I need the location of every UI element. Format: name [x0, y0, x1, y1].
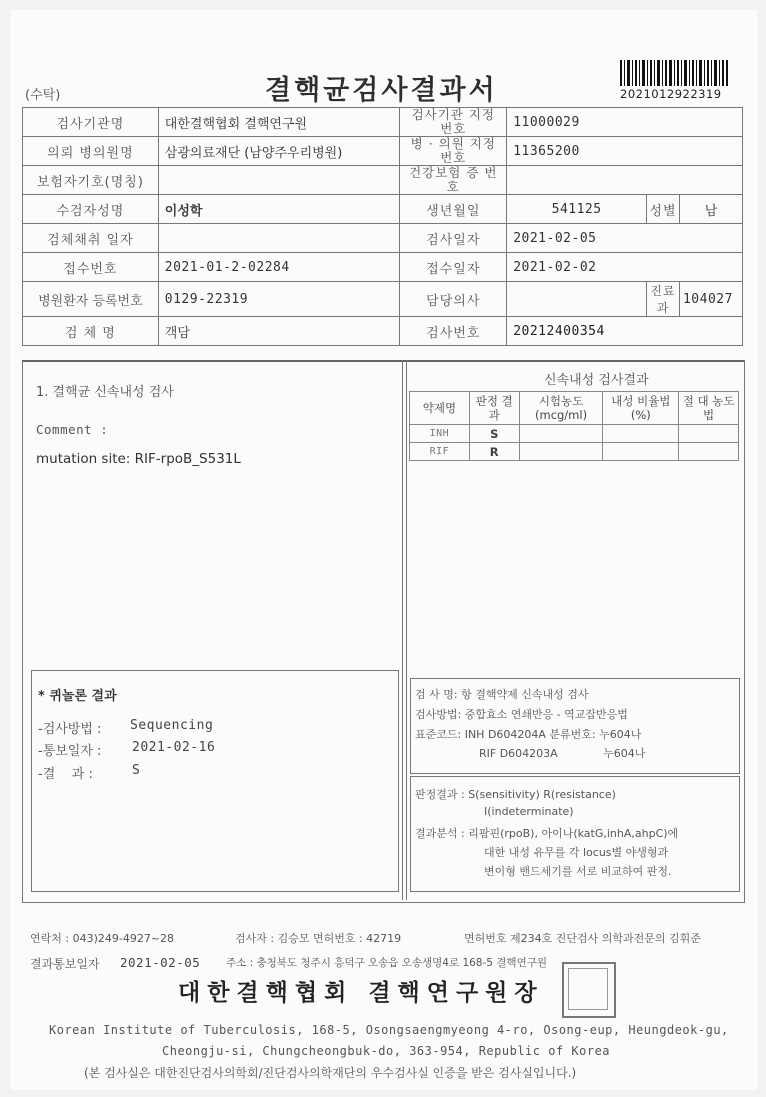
- hosp-no-value: 0129-22319: [158, 282, 400, 317]
- row-concentration: [519, 425, 603, 443]
- inst-no-value: 11000029: [507, 108, 743, 137]
- info-judgment-i: I(indeterminate): [484, 805, 574, 818]
- barcode: [620, 60, 728, 86]
- recv-date-label: 접수일자: [400, 253, 507, 282]
- dob-label: 생년월일: [400, 195, 507, 224]
- dept-label: 진료과: [647, 282, 680, 317]
- req-label: 의뢰 병의원명: [23, 137, 159, 166]
- org-signature: 대한결핵협회 결핵연구원장: [178, 980, 544, 1006]
- info-analysis-1: 결과분석 : 리팜핀(rpoB), 아이나(katG,inhA,ahpC)에: [415, 827, 679, 840]
- row-drug: INH: [410, 425, 470, 443]
- info-analysis-3: 변이형 밴드세기를 서로 비교하여 판정.: [484, 865, 672, 878]
- footer-english-1: Korean Institute of Tuberculosis, 168-5, Osongsaengmyeong 4-ro, Osong-eup, Heungdeok-gu,: [49, 1023, 729, 1037]
- table-row: [410, 425, 739, 443]
- info-judgment: 판정결과 : S(sensitivity) R(resistance): [415, 788, 616, 801]
- req-value: 삼광의료재단 (남양주우리병원): [158, 137, 400, 166]
- info-test-name: 검 사 명: 항 결핵약제 신속내성 검사: [415, 688, 589, 701]
- patient-info-table: [22, 107, 743, 346]
- sex-label: 성별: [647, 195, 680, 224]
- test-date-value: 2021-02-05: [507, 224, 743, 253]
- official-seal-inner: [568, 968, 608, 1010]
- doctor-value: [507, 282, 647, 317]
- dob-value: 541125: [507, 195, 647, 224]
- mutation-site: mutation site: RIF-rpoB_S531L: [36, 451, 241, 467]
- info-analysis-2: 대한 내성 유무를 각 locus별 야생형과: [484, 846, 669, 859]
- inst-label: 검사기관명: [23, 108, 159, 137]
- barcode-number: 2021012922319: [620, 87, 722, 101]
- row-proportion: [603, 425, 679, 443]
- row-absolute: [679, 425, 739, 443]
- specimen-value: 객담: [158, 317, 400, 346]
- footer-tester: 검사자 : 김승모 면허번호 : 42719: [235, 932, 402, 945]
- quinolone-date-value: 2021-02-16: [132, 740, 216, 755]
- quinolone-title: * 퀴놀론 결과: [38, 689, 117, 704]
- receipt-label: 접수번호: [23, 253, 159, 282]
- collect-value: [158, 224, 400, 253]
- info-code-rif: RIF D604203A 누604나: [479, 747, 646, 760]
- inst-value: 대한결핵협회 결핵연구원: [158, 108, 400, 137]
- hosp-no-label: 병원환자 등록번호: [23, 282, 159, 317]
- insurer-value: [158, 166, 400, 195]
- section-title: 1. 결핵균 신속내성 검사: [36, 385, 174, 400]
- ins-card-value: [507, 166, 743, 195]
- quinolone-date-label: -통보일자 :: [38, 744, 102, 759]
- ins-card-label: 건강보험 증 번 호: [400, 166, 507, 195]
- info-code-inh: 표준코드: INH D604204A 분류번호: 누604나: [415, 728, 642, 741]
- test-date-label: 검사일자: [400, 224, 507, 253]
- quinolone-method-value: Sequencing: [130, 718, 214, 733]
- col-judgment: 판정 결과: [469, 392, 519, 425]
- notify-label: 결과통보일자: [30, 957, 100, 971]
- info-method: 검사방법: 중합효소 연쇄반응 - 역교잡반응법: [415, 708, 628, 721]
- col-proportion: 내성 비율법(%): [603, 392, 679, 425]
- sex-value: 남: [679, 195, 742, 224]
- clinic-no-label: 병 · 의원 지정번호: [400, 137, 507, 166]
- recv-date-value: 2021-02-02: [507, 253, 743, 282]
- footer-certification: (본 검사실은 대한진단검사의학회/진단검사의학재단의 우수검사실 인증을 받은 검사실입니다.): [84, 1066, 577, 1080]
- doctor-label: 담당의사: [400, 282, 507, 317]
- receipt-value: 2021-01-2-02284: [158, 253, 400, 282]
- footer-english-2: Cheongju-si, Chungcheongbuk-do, 363-954, Republic of Korea: [162, 1044, 611, 1058]
- quinolone-method-label: -검사방법 :: [38, 722, 102, 737]
- quinolone-result-value: S: [132, 763, 141, 778]
- test-no-value: 20212400354: [507, 317, 743, 346]
- patient-label: 수검자성명: [23, 195, 159, 224]
- footer-license: 면허번호 제234호 진단검사 의학과전문의 김휘준: [464, 932, 701, 945]
- patient-name: 이성학: [158, 195, 400, 224]
- document-title: 결핵균검사결과서: [265, 75, 498, 106]
- dept-value: 104027: [679, 282, 742, 317]
- insurer-label: 보험자기호(명칭): [23, 166, 159, 195]
- col-absolute: 절 대 농도법: [679, 392, 739, 425]
- notify-date: 2021-02-05: [120, 955, 201, 970]
- comment-label: Comment :: [36, 422, 109, 437]
- col-concentration: 시험농도 (mcg/ml): [519, 392, 603, 425]
- row-judgment: R: [469, 443, 519, 461]
- footer-address: 주소 : 충청북도 청주시 흥덕구 오송읍 오송생명4로 168-5 결핵연구원: [226, 957, 548, 969]
- row-judgment: S: [469, 425, 519, 443]
- test-no-label: 검사번호: [400, 317, 507, 346]
- table-row: [410, 443, 739, 461]
- quinolone-result-label: -결 과 :: [38, 767, 93, 782]
- collect-label: 검체채취 일자: [23, 224, 159, 253]
- footer-contact: 연락처 : 043)249-4927~28: [30, 932, 175, 945]
- col-drug: 약제명: [410, 392, 470, 425]
- specimen-label: 검 체 명: [23, 317, 159, 346]
- results-title: 신속내성 검사결과: [544, 373, 649, 388]
- susceptibility-table: [409, 391, 739, 461]
- row-proportion: [603, 443, 679, 461]
- row-drug: RIF: [410, 443, 470, 461]
- inst-no-label: 검사기관 지정번호: [400, 108, 507, 137]
- clinic-no-value: 11365200: [507, 137, 743, 166]
- consignment-label: (수탁): [25, 88, 61, 103]
- row-absolute: [679, 443, 739, 461]
- row-concentration: [519, 443, 603, 461]
